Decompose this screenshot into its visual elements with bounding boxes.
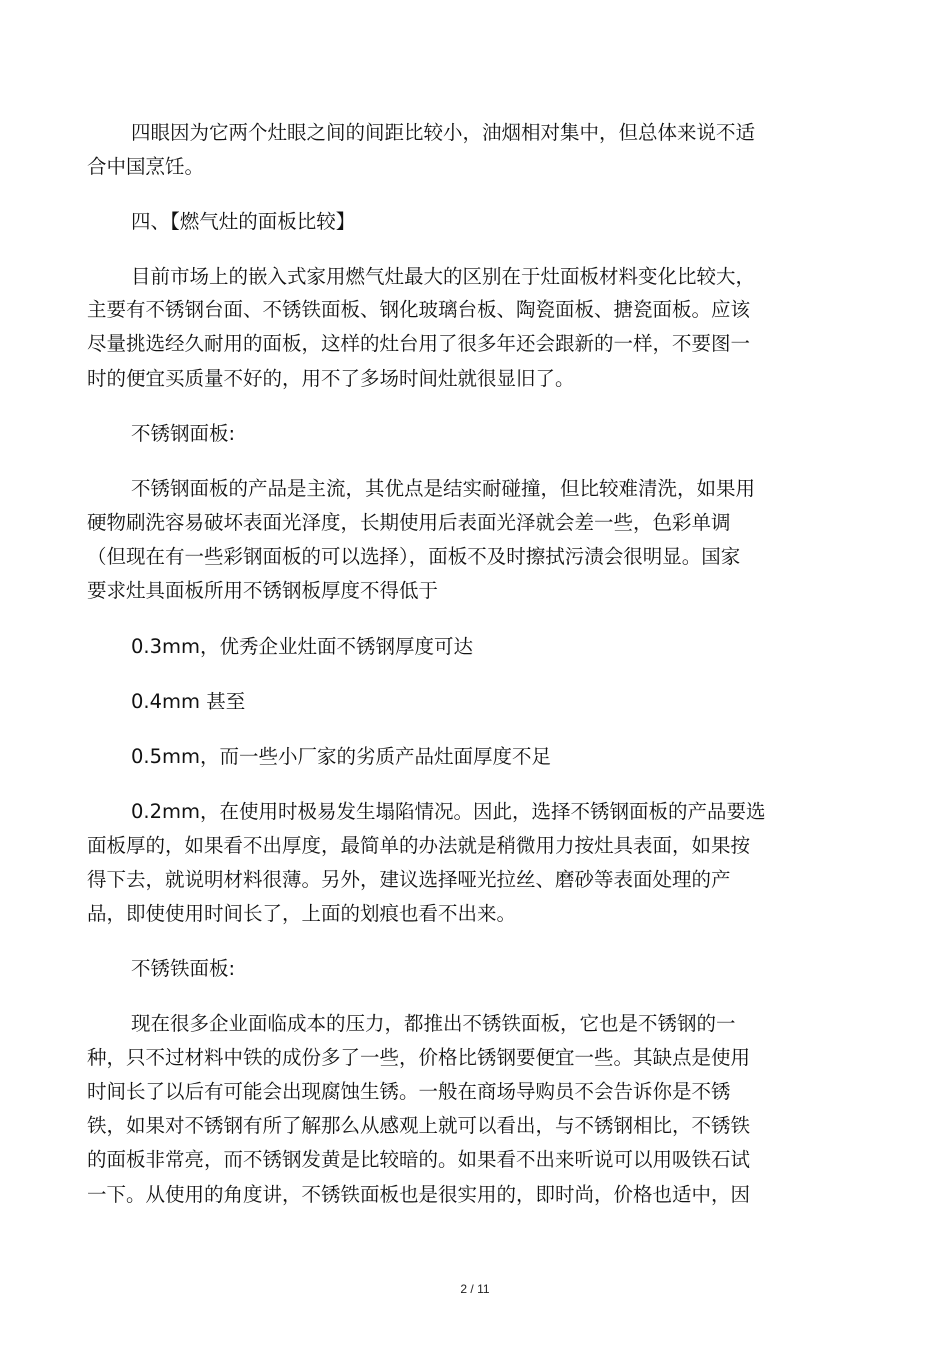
text-line: 四眼因为它两个灶眼之间的间距比较小，油烟相对集中，但总体来说不适 [131,121,756,144]
text-line: 品，即使使用时间长了，上面的划痕也看不出来。 [87,902,517,925]
text-line: 得下去，就说明材料很薄。另外，建议选择哑光拉丝、磨砂等表面处理的产 [87,868,731,891]
text-line: 不锈钢面板的产品是主流，其优点是结实耐碰撞，但比较难清洗，如果用 [131,477,756,500]
text-line: 硬物刷洗容易破坏表面光泽度，长期使用后表面光泽就会差一些，色彩单调 [87,511,731,534]
text-line: 0.2mm，在使用时极易发生塌陷情况。因此，选择不锈钢面板的产品要选 [131,800,766,823]
text-line: 0.4mm 甚至 [131,690,246,713]
text-line: 目前市场上的嵌入式家用燃气灶最大的区别在于灶面板材料变化比较大， [131,265,756,288]
text-line: 要求灶具面板所用不锈钢板厚度不得低于 [87,579,439,602]
text-line: 一下。从使用的角度讲，不锈铁面板也是很实用的，即时尚，价格也适中，因 [87,1183,751,1206]
text-line: （但现在有一些彩钢面板的可以选择），面板不及时擦拭污渍会很明显。国家 [87,545,741,568]
text-line: 0.5mm，而一些小厂家的劣质产品灶面厚度不足 [131,745,552,768]
text-line: 主要有不锈钢台面、不锈铁面板、钢化玻璃台板、陶瓷面板、搪瓷面板。应该 [87,298,751,321]
text-line: 尽量挑选经久耐用的面板，这样的灶台用了很多年还会跟新的一样，不要图一 [87,332,751,355]
text-line: 0.3mm，优秀企业灶面不锈钢厚度可达 [131,635,474,658]
text-line: 铁，如果对不锈钢有所了解那么从感观上就可以看出，与不锈钢相比，不锈铁 [87,1114,751,1137]
text-line: 时的便宜买质量不好的，用不了多场时间灶就很显旧了。 [87,367,575,390]
text-line: 面板厚的，如果看不出厚度，最简单的办法就是稍微用力按灶具表面，如果按 [87,834,751,857]
subheading: 不锈钢面板: [131,422,236,445]
text-line: 现在很多企业面临成本的压力，都推出不锈铁面板，它也是不锈钢的一 [131,1012,736,1035]
page-number: 2 / 11 [460,1282,490,1296]
text-line: 种，只不过材料中铁的成份多了一些，价格比锈钢要便宜一些。其缺点是使用 [87,1046,751,1069]
text-line: 的面板非常亮，而不锈钢发黄是比较暗的。如果看不出来听说可以用吸铁石试 [87,1148,751,1171]
text-line: 合中国烹饪。 [87,155,205,178]
subheading: 不锈铁面板: [131,957,236,980]
text-line: 时间长了以后有可能会出现腐蚀生锈。一般在商场导购员不会告诉你是不锈 [87,1080,731,1103]
section-heading: 四、【燃气灶的面板比较】 [131,210,356,233]
